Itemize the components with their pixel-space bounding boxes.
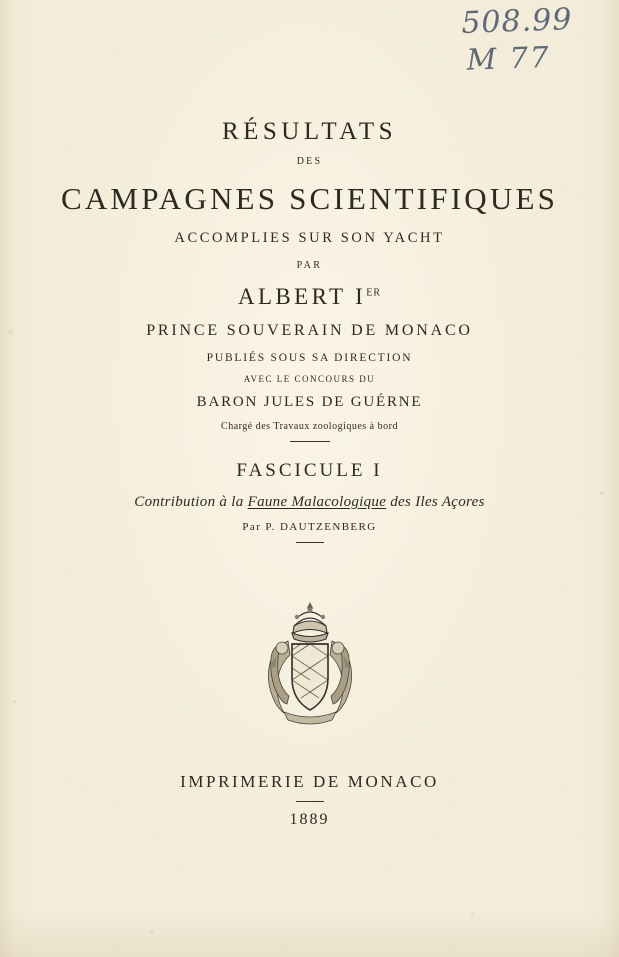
author-name: ALBERT I: [237, 284, 367, 309]
contribution-prefix: Contribution à la: [134, 494, 248, 510]
subtitle-des: DES: [296, 156, 323, 167]
crest-container: [0, 596, 619, 736]
call-number-line-1: 508.99: [460, 2, 573, 41]
collaborator-name: BARON JULES DE GUÉRNE: [196, 394, 423, 410]
label-par: PAR: [296, 260, 323, 271]
divider-rule-imprint: [296, 801, 324, 802]
collaborator-role: Chargé des Travaux zoologiques à bord: [221, 421, 398, 432]
contribution-title: [0, 494, 619, 511]
main-title-campagnes-scientifiques: CAMPAGNES SCIENTIFIQUES: [60, 181, 559, 216]
imprint-block: [0, 772, 619, 829]
divider-rule-lower: [296, 542, 324, 543]
divider-rule-upper: [290, 441, 330, 442]
title-block: [0, 118, 619, 543]
contribution-author: Par P. DAUTZENBERG: [242, 521, 377, 533]
contribution-suffix: des Iles Açores: [386, 494, 485, 510]
subtitle-accomplies-sur-son-yacht: ACCOMPLIES SUR SON YACHT: [174, 230, 445, 246]
publication-note: PUBLIÉS SOUS SA DIRECTION: [206, 352, 413, 364]
coat-of-arms-icon: [230, 596, 390, 736]
author-albert-ier: [0, 284, 619, 310]
call-number-line-2: M 77: [466, 39, 552, 77]
author-title-prince-souverain: PRINCE SOUVERAIN DE MONACO: [146, 322, 473, 339]
imprint-year: 1889: [289, 811, 330, 828]
fascicule-label: FASCICULE I: [236, 460, 383, 481]
handwritten-call-number: [461, 2, 574, 77]
imprint-place: IMPRIMERIE DE MONACO: [180, 772, 439, 791]
collaborator-intro: AVEC LE CONCOURS DU: [243, 374, 376, 384]
contribution-underlined-phrase: Faune Malacologique: [247, 494, 387, 510]
author-name-superscript: ER: [366, 287, 382, 299]
main-title-resultats: RÉSULTATS: [221, 118, 398, 145]
